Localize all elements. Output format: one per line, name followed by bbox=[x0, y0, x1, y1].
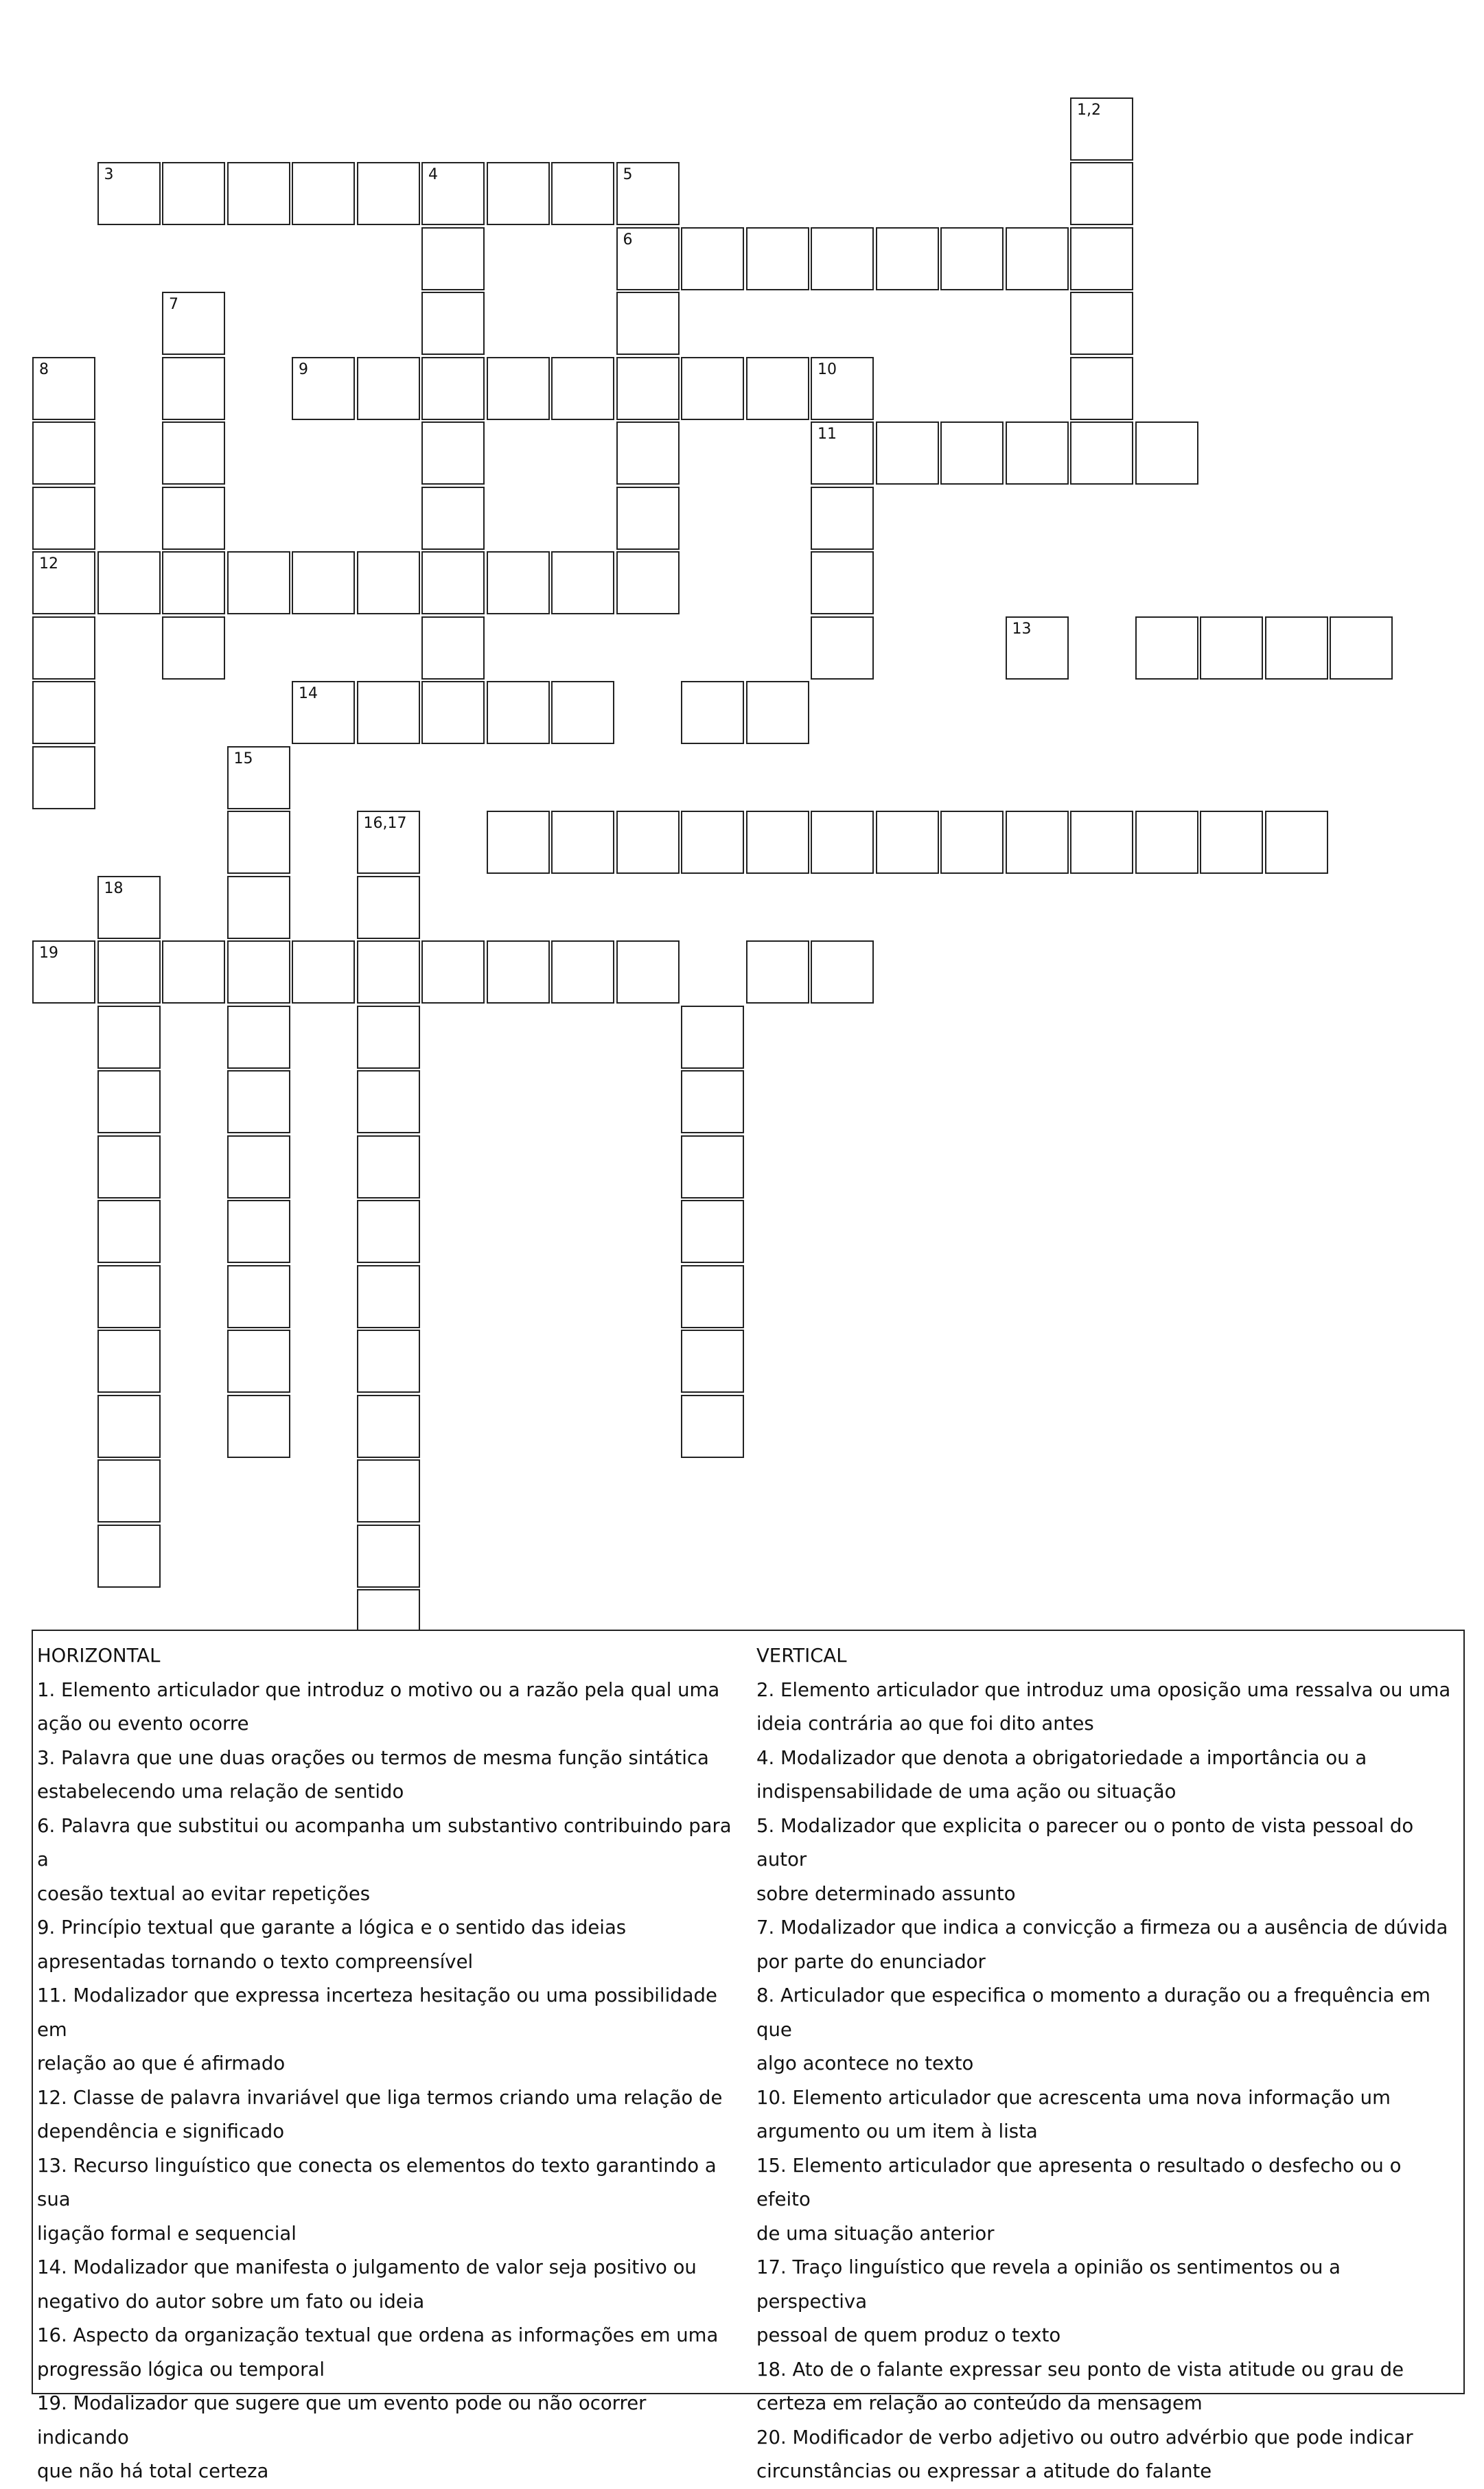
clue-number: 5 bbox=[623, 166, 633, 183]
crossword-cell[interactable] bbox=[162, 357, 225, 420]
vertical-clue-18b: certeza em relação ao conteúdo da mensagem bbox=[756, 2392, 1203, 2414]
crossword-cell[interactable] bbox=[162, 421, 225, 485]
vertical-clue-2a: 2. Elemento articulador que introduz uma oposição uma ressalva ou uma bbox=[756, 1678, 1451, 1701]
crossword-cell[interactable] bbox=[940, 811, 1004, 874]
vertical-clue-15a: 15. Elemento articulador que apresenta o resultado o desfecho ou o efeito bbox=[756, 2154, 1402, 2210]
clue-number: 8 bbox=[39, 360, 49, 378]
crossword-cell[interactable] bbox=[32, 681, 95, 744]
crossword-cell[interactable] bbox=[97, 1070, 161, 1133]
vertical-clue-10a: 10. Elemento articulador que acrescenta uma nova informação um bbox=[756, 2086, 1391, 2109]
crossword-cell[interactable] bbox=[292, 681, 355, 744]
crossword-cell[interactable] bbox=[1265, 811, 1328, 874]
horizontal-clue-13b: ligação formal e sequencial bbox=[37, 2222, 297, 2245]
crossword-cell[interactable] bbox=[32, 746, 95, 809]
vertical-clue-20b: circunstâncias ou expressar a atitude do falante bbox=[756, 2460, 1212, 2482]
crossword-cell[interactable] bbox=[421, 357, 485, 420]
crossword-cell[interactable] bbox=[97, 1006, 161, 1069]
crossword-cell[interactable] bbox=[616, 487, 680, 550]
crossword-cell[interactable] bbox=[162, 616, 225, 680]
clue-number: 3 bbox=[104, 166, 114, 183]
horizontal-clue-13a: 13. Recurso linguístico que conecta os elementos do texto garantindo a sua bbox=[37, 2154, 717, 2210]
crossword-cell[interactable] bbox=[292, 940, 355, 1004]
vertical-clue-7a: 7. Modalizador que indica a convicção a firmeza ou a ausência de dúvida bbox=[756, 1917, 1448, 1938]
crossword-cell[interactable] bbox=[227, 940, 290, 1004]
horizontal-clue-16a: 16. Aspecto da organização textual que ordena as informações em uma bbox=[37, 2324, 719, 2346]
horizontal-clue-3a: 3. Palavra que une duas orações ou termos de mesma função sintática bbox=[37, 1746, 709, 1769]
vertical-clue-17a: 17. Traço linguístico que revela a opinião os sentimentos ou a perspectiva bbox=[756, 2256, 1341, 2313]
crossword-cell[interactable] bbox=[551, 940, 614, 1004]
crossword-cell[interactable] bbox=[681, 1330, 744, 1393]
crossword-cell[interactable] bbox=[487, 811, 550, 874]
crossword-cell[interactable] bbox=[357, 1200, 420, 1263]
crossword-cell[interactable] bbox=[940, 421, 1004, 485]
crossword-cell[interactable] bbox=[227, 1395, 290, 1458]
crossword-cell[interactable] bbox=[227, 1265, 290, 1328]
crossword-cell[interactable] bbox=[1006, 616, 1069, 680]
crossword-cell[interactable] bbox=[876, 227, 939, 290]
vertical-clue-17b: pessoal de quem produz o texto bbox=[756, 2324, 1061, 2346]
crossword-cell[interactable] bbox=[227, 162, 290, 225]
crossword-cell[interactable] bbox=[357, 162, 420, 225]
horizontal-clue-12a: 12. Classe de palavra invariável que liga termos criando uma relação de bbox=[37, 2086, 723, 2109]
crossword-cell[interactable] bbox=[162, 162, 225, 225]
crossword-cell[interactable] bbox=[162, 940, 225, 1004]
crossword-cell[interactable] bbox=[487, 551, 550, 614]
crossword-cell[interactable] bbox=[357, 551, 420, 614]
horizontal-clue-1b: ação ou evento ocorre bbox=[37, 1713, 249, 1735]
crossword-cell[interactable] bbox=[746, 357, 809, 420]
crossword-cell[interactable] bbox=[421, 421, 485, 485]
clue-number: 13 bbox=[1012, 620, 1032, 638]
clue-box bbox=[32, 1630, 1465, 2482]
crossword-cell[interactable] bbox=[1006, 227, 1069, 290]
crossword-cell[interactable] bbox=[1135, 811, 1198, 874]
crossword-cell[interactable] bbox=[32, 487, 95, 550]
crossword-cell[interactable] bbox=[616, 811, 680, 874]
crossword-cell[interactable] bbox=[97, 1135, 161, 1199]
crossword-cell[interactable] bbox=[97, 1525, 161, 1588]
crossword-cell[interactable] bbox=[681, 1395, 744, 1458]
crossword-cell[interactable] bbox=[551, 357, 614, 420]
vertical-clue-10b: argumento ou um item à lista bbox=[756, 2120, 1038, 2142]
vertical-title: VERTICAL bbox=[756, 1645, 847, 1667]
crossword-cell[interactable] bbox=[811, 227, 874, 290]
crossword-cell[interactable] bbox=[357, 876, 420, 939]
vertical-clue-5b: sobre determinado assunto bbox=[756, 1882, 1016, 1905]
crossword-cell[interactable] bbox=[97, 551, 161, 614]
clue-number: 12 bbox=[39, 555, 58, 572]
crossword-cell[interactable] bbox=[487, 357, 550, 420]
crossword-cell[interactable] bbox=[681, 357, 744, 420]
crossword-cell[interactable] bbox=[616, 421, 680, 485]
crossword-cell[interactable] bbox=[97, 940, 161, 1004]
clue-number: 11 bbox=[818, 426, 837, 443]
crossword-cell[interactable] bbox=[746, 681, 809, 744]
vertical-clue-15b: de uma situação anterior bbox=[756, 2222, 995, 2245]
vertical-clue-5a: 5. Modalizador que explicita o parecer ou o ponto de vista pessoal do autor bbox=[756, 1814, 1414, 1871]
crossword-cell[interactable] bbox=[616, 357, 680, 420]
crossword-cell[interactable] bbox=[551, 811, 614, 874]
crossword-cell[interactable] bbox=[292, 551, 355, 614]
horizontal-clue-9b: apresentadas tornando o texto compreensível bbox=[37, 1950, 474, 1973]
crossword-cell[interactable] bbox=[32, 421, 95, 485]
crossword-cell[interactable] bbox=[1070, 227, 1133, 290]
vertical-clue-18a: 18. Ato de o falante expressar seu ponto de vista atitude ou grau de bbox=[756, 2358, 1404, 2381]
crossword-cell[interactable] bbox=[487, 162, 550, 225]
crossword-cell[interactable] bbox=[421, 227, 485, 290]
crossword-cell[interactable] bbox=[421, 162, 485, 225]
crossword-cell[interactable] bbox=[227, 1200, 290, 1263]
crossword-cell[interactable] bbox=[32, 940, 95, 1004]
crossword-cell[interactable] bbox=[811, 551, 874, 614]
crossword-cell[interactable] bbox=[746, 811, 809, 874]
crossword-cell[interactable] bbox=[357, 1459, 420, 1523]
crossword-cell[interactable] bbox=[616, 551, 680, 614]
crossword-cell[interactable] bbox=[1070, 421, 1133, 485]
crossword-cell[interactable] bbox=[1200, 616, 1263, 680]
crossword-cell[interactable] bbox=[616, 227, 680, 290]
crossword-cell[interactable] bbox=[681, 1070, 744, 1133]
crossword-cell[interactable] bbox=[681, 1265, 744, 1328]
horizontal-clue-16b: progressão lógica ou temporal bbox=[37, 2358, 325, 2381]
crossword-cell[interactable] bbox=[1070, 811, 1133, 874]
crossword-cell[interactable] bbox=[357, 681, 420, 744]
vertical-clue-8a: 8. Articulador que especifica o momento a duração ou a frequência em que bbox=[756, 1984, 1430, 2041]
horizontal-clue-9a: 9. Princípio textual que garante a lógica e o sentido das ideias bbox=[37, 1917, 627, 1938]
crossword-cell[interactable] bbox=[1006, 811, 1069, 874]
crossword-cell[interactable] bbox=[32, 616, 95, 680]
crossword-cell[interactable] bbox=[681, 1200, 744, 1263]
crossword-cell[interactable] bbox=[811, 487, 874, 550]
crossword-cell[interactable] bbox=[811, 811, 874, 874]
crossword-cell[interactable] bbox=[292, 357, 355, 420]
horizontal-clue-3b: estabelecendo uma relação de sentido bbox=[37, 1781, 404, 1803]
crossword-cell[interactable] bbox=[162, 292, 225, 355]
crossword-cell[interactable] bbox=[227, 1330, 290, 1393]
horizontal-clue-11a: 11. Modalizador que expressa incerteza hesitação ou uma possibilidade em bbox=[37, 1984, 717, 2041]
crossword-cell[interactable] bbox=[551, 162, 614, 225]
horizontal-clue-6a: 6. Palavra que substitui ou acompanha um substantivo contribuindo para a bbox=[37, 1814, 732, 1871]
clue-number: 18 bbox=[104, 879, 124, 897]
crossword-cell[interactable] bbox=[162, 551, 225, 614]
crossword-cell[interactable] bbox=[97, 1330, 161, 1393]
vertical-clue-4b: indispensabilidade de uma ação ou situação bbox=[756, 1781, 1176, 1803]
horizontal-clue-1a: 1. Elemento articulador que introduz o motivo ou a razão pela qual uma bbox=[37, 1678, 720, 1701]
horizontal-clue-19b: que não há total certeza bbox=[37, 2460, 269, 2482]
horizontal-clue-19a: 19. Modalizador que sugere que um evento pode ou não ocorrer indicando bbox=[37, 2392, 647, 2449]
crossword-cell[interactable] bbox=[940, 227, 1004, 290]
crossword-cell[interactable] bbox=[227, 551, 290, 614]
vertical-clue-8b: algo acontece no texto bbox=[756, 2052, 974, 2074]
crossword-cell[interactable] bbox=[421, 551, 485, 614]
crossword-cell[interactable] bbox=[357, 357, 420, 420]
crossword-cell[interactable] bbox=[421, 292, 485, 355]
crossword-cell[interactable] bbox=[292, 162, 355, 225]
crossword-cell[interactable] bbox=[811, 616, 874, 680]
crossword-cell[interactable] bbox=[1330, 616, 1393, 680]
crossword-cell[interactable] bbox=[811, 940, 874, 1004]
crossword-cell[interactable] bbox=[876, 811, 939, 874]
crossword-cell[interactable] bbox=[421, 487, 485, 550]
horizontal-clues bbox=[37, 1639, 737, 2489]
crossword-cell[interactable] bbox=[357, 1330, 420, 1393]
horizontal-clue-14b: negativo do autor sobre um fato ou ideia bbox=[37, 2290, 425, 2313]
crossword-cell[interactable] bbox=[1135, 616, 1198, 680]
horizontal-clue-12b: dependência e significado bbox=[37, 2120, 285, 2142]
crossword-cell[interactable] bbox=[1200, 811, 1263, 874]
crossword-cell[interactable] bbox=[421, 940, 485, 1004]
clue-number: 6 bbox=[623, 231, 633, 248]
crossword-cell[interactable] bbox=[32, 357, 95, 420]
crossword-cell[interactable] bbox=[97, 1200, 161, 1263]
vertical-clue-7b: por parte do enunciador bbox=[756, 1950, 986, 1973]
horizontal-clue-6b: coesão textual ao evitar repetições bbox=[37, 1882, 371, 1905]
vertical-clue-2b: ideia contrária ao que foi dito antes bbox=[756, 1713, 1094, 1735]
crossword-cell[interactable] bbox=[1070, 357, 1133, 420]
crossword-cell[interactable] bbox=[681, 681, 744, 744]
crossword-cell[interactable] bbox=[487, 940, 550, 1004]
crossword-cell[interactable] bbox=[162, 487, 225, 550]
crossword-cell[interactable] bbox=[227, 876, 290, 939]
crossword-cell[interactable] bbox=[227, 1006, 290, 1069]
crossword-cell[interactable] bbox=[1070, 292, 1133, 355]
crossword-cell[interactable] bbox=[227, 746, 290, 809]
crossword-cell[interactable] bbox=[97, 162, 161, 225]
crossword-cell[interactable] bbox=[551, 681, 614, 744]
vertical-clues bbox=[756, 1639, 1457, 2489]
crossword-cell[interactable] bbox=[811, 357, 874, 420]
crossword-cell[interactable] bbox=[746, 227, 809, 290]
crossword-cell[interactable] bbox=[551, 551, 614, 614]
crossword-cell[interactable] bbox=[616, 940, 680, 1004]
crossword-cell[interactable] bbox=[357, 1070, 420, 1133]
horizontal-clue-11b: relação ao que é afirmado bbox=[37, 2052, 286, 2074]
crossword-cell[interactable] bbox=[357, 1525, 420, 1588]
crossword-cell[interactable] bbox=[97, 1459, 161, 1523]
clue-number: 16,17 bbox=[363, 815, 407, 832]
crossword-cell[interactable] bbox=[32, 551, 95, 614]
crossword-cell[interactable] bbox=[746, 940, 809, 1004]
clue-number: 14 bbox=[299, 685, 318, 702]
clue-number: 15 bbox=[233, 750, 253, 767]
crossword-cell[interactable] bbox=[357, 940, 420, 1004]
crossword-cell[interactable] bbox=[616, 292, 680, 355]
crossword-cell[interactable] bbox=[227, 811, 290, 874]
clue-number: 4 bbox=[428, 166, 438, 183]
crossword-cell[interactable] bbox=[1006, 421, 1069, 485]
crossword-cell[interactable] bbox=[681, 811, 744, 874]
crossword-cell[interactable] bbox=[227, 1070, 290, 1133]
crossword-cell[interactable] bbox=[421, 616, 485, 680]
crossword-cell[interactable] bbox=[97, 1395, 161, 1458]
clue-number: 10 bbox=[818, 360, 837, 378]
crossword-cell[interactable] bbox=[1070, 162, 1133, 225]
crossword-cell[interactable] bbox=[1265, 616, 1328, 680]
crossword-cell[interactable] bbox=[357, 1395, 420, 1458]
crossword-cell[interactable] bbox=[681, 227, 744, 290]
crossword-cell[interactable] bbox=[1070, 97, 1133, 161]
crossword-cell[interactable] bbox=[421, 681, 485, 744]
clue-number: 7 bbox=[169, 296, 178, 313]
clue-number: 9 bbox=[299, 360, 308, 378]
crossword-cell[interactable] bbox=[681, 1006, 744, 1069]
crossword-cell[interactable] bbox=[357, 1006, 420, 1069]
crossword-cell[interactable] bbox=[97, 1265, 161, 1328]
crossword-cell[interactable] bbox=[357, 1135, 420, 1199]
crossword-cell[interactable] bbox=[681, 1135, 744, 1199]
crossword-cell[interactable] bbox=[616, 162, 680, 225]
crossword-cell[interactable] bbox=[487, 681, 550, 744]
clue-number: 1,2 bbox=[1077, 101, 1101, 119]
clue-number: 19 bbox=[39, 945, 58, 962]
vertical-clue-20a: 20. Modificador de verbo adjetivo ou outro advérbio que pode indicar bbox=[756, 2426, 1413, 2449]
crossword-cell[interactable] bbox=[357, 1265, 420, 1328]
crossword-cell[interactable] bbox=[811, 421, 874, 485]
horizontal-clue-14a: 14. Modalizador que manifesta o julgamento de valor seja positivo ou bbox=[37, 2256, 697, 2278]
crossword-cell[interactable] bbox=[1135, 421, 1198, 485]
crossword-cell[interactable] bbox=[357, 811, 420, 874]
horizontal-title: HORIZONTAL bbox=[37, 1645, 161, 1667]
crossword-cell[interactable] bbox=[876, 421, 939, 485]
vertical-clue-4a: 4. Modalizador que denota a obrigatoriedade a importância ou a bbox=[756, 1746, 1367, 1769]
crossword-cell[interactable] bbox=[97, 876, 161, 939]
crossword-cell[interactable] bbox=[227, 1135, 290, 1199]
